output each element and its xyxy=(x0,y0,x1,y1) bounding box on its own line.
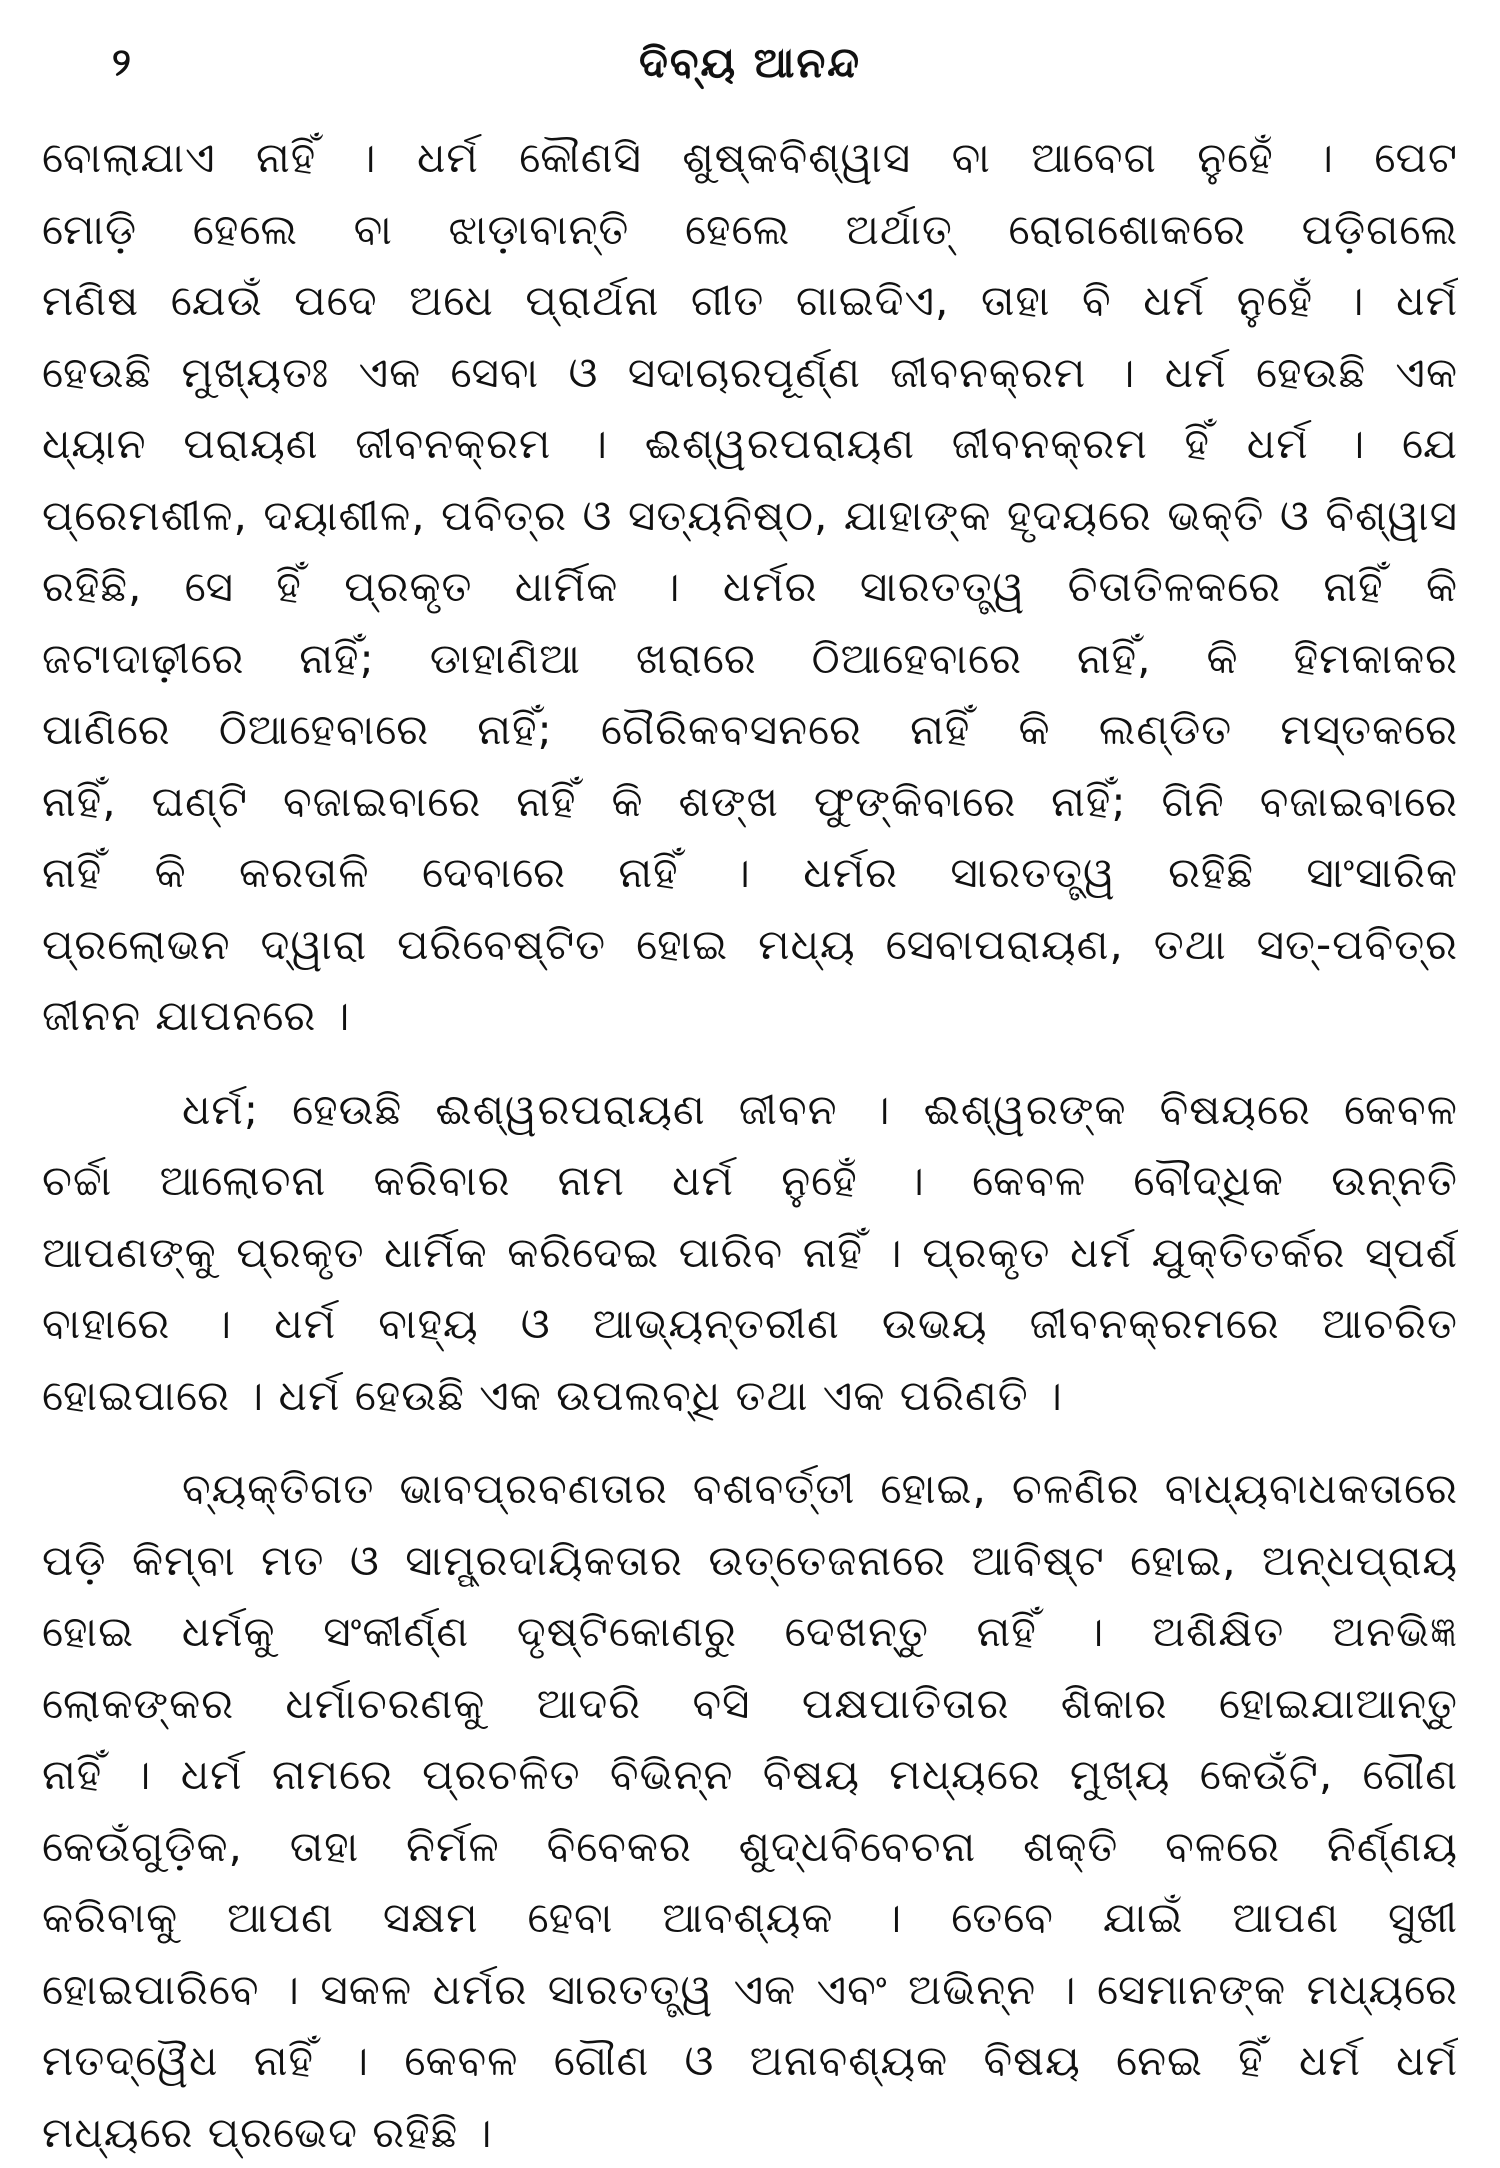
text-line: ରହିଛି, ସେ ହିଁ ପ୍ରକୃତ ଧାର୍ମିକ । ଧର୍ମର ସାରତତ୍ତ୍ୱ ଚିତାତିଳକରେ ନାହିଁ କି xyxy=(42,551,1458,623)
text-line: ହୋଇପାରେ । ଧର୍ମ ହେଉଛି ଏକ ଉପଲବ୍ଧି ତଥା ଏକ ପରିଣତି । xyxy=(42,1360,1458,1432)
paragraph xyxy=(42,1074,1458,1432)
text-line: ହୋଇ ଧର୍ମକୁ ସଂକୀର୍ଣ୍ଣ ଦୃଷ୍ଟିକୋଣରୁ ଦେଖନ୍ତୁ ନାହିଁ । ଅଶିକ୍ଷିତ ଅନଭିଜ୍ଞ xyxy=(42,1596,1458,1668)
text-line: ବୋଲାଯାଏ ନାହିଁ । ଧର୍ମ କୌଣସି ଶୁଷ୍କବିଶ୍ୱାସ ବା ଆବେଗ ନୁହେଁ । ପେଟ xyxy=(42,122,1458,194)
text-line: ମଧ୍ୟରେ ପ୍ରଭେଦ ରହିଛି । xyxy=(42,2097,1458,2168)
text-line: ନାହିଁ । ଧର୍ମ ନାମରେ ପ୍ରଚଳିତ ବିଭିନ୍ନ ବିଷୟ ମଧ୍ୟରେ ମୁଖ୍ୟ କେଉଁଟି, ଗୌଣ xyxy=(42,1739,1458,1811)
text-line: ପଡ଼ି କିମ୍ବା ମତ ଓ ସାମ୍ପ୍ରଦାୟିକତାର ଉତ୍ତେଜନାରେ ଆବିଷ୍ଟ ହୋଇ, ଅନ୍ଧପ୍ରାୟ xyxy=(42,1525,1458,1597)
text-line: ଚର୍ଚ୍ଚା ଆଲୋଚନା କରିବାର ନାମ ଧର୍ମ ନୁହେଁ । କେବଳ ବୌଦ୍ଧିକ ଉନ୍ନତି xyxy=(42,1145,1458,1217)
paragraph xyxy=(42,122,1458,1052)
text-line: କେଉଁଗୁଡ଼ିକ, ତାହା ନିର୍ମଳ ବିବେକର ଶୁଦ୍ଧବିବେଚନା ଶକ୍ତି ବଳରେ ନିର୍ଣ୍ଣୟ xyxy=(42,1811,1458,1883)
page-header xyxy=(42,30,1458,112)
text-line: ଜୀନନ ଯାପନରେ । xyxy=(42,980,1458,1052)
text-line: ବ୍ୟକ୍ତିଗତ ଭାବପ୍ରବଣତାର ବଶବର୍ତ୍ତୀ ହୋଇ, ଚଳଣିର ବାଧ୍ୟବାଧକତାରେ xyxy=(42,1453,1458,1525)
page-number: ୨ xyxy=(112,40,131,85)
text-line: ଆପଣଙ୍କୁ ପ୍ରକୃତ ଧାର୍ମିକ କରିଦେଇ ପାରିବ ନାହିଁ । ପ୍ରକୃତ ଧର୍ମ ଯୁକ୍ତିତର୍କର ସ୍ପର୍ଶ xyxy=(42,1217,1458,1289)
text-line: ହୋଇପାରିବେ । ସକଳ ଧର୍ମର ସାରତତ୍ତ୍ୱ ଏକ ଏବଂ ଅଭିନ୍ନ । ସେମାନଙ୍କ ମଧ୍ୟରେ xyxy=(42,1954,1458,2026)
paragraph xyxy=(42,1453,1458,2168)
text-line: ପ୍ରଲୋଭନ ଦ୍ୱାରା ପରିବେଷ୍ଟିତ ହୋଇ ମଧ୍ୟ ସେବାପରାୟଣ, ତଥା ସତ୍-ପବିତ୍ର xyxy=(42,909,1458,981)
text-line: ମତଦ୍ୱୈଧ ନାହିଁ । କେବଳ ଗୌଣ ଓ ଅନାବଶ୍ୟକ ବିଷୟ ନେଇ ହିଁ ଧର୍ମ ଧର୍ମ xyxy=(42,2025,1458,2097)
text-line: ନାହିଁ, ଘଣ୍ଟି ବଜାଇବାରେ ନାହିଁ କି ଶଙ୍ଖ ଫୁଙ୍କିବାରେ ନାହିଁ; ଗିନି ବଜାଇବାରେ xyxy=(42,766,1458,838)
text-line: ଧର୍ମ; ହେଉଛି ଈଶ୍ୱରପରାୟଣ ଜୀବନ । ଈଶ୍ୱରଙ୍କ ବିଷୟରେ କେବଳ xyxy=(42,1074,1458,1146)
running-title: ଦିବ୍ୟ ଆନନ୍ଦ xyxy=(42,38,1458,88)
text-line: ବାହାରେ । ଧର୍ମ ବାହ୍ୟ ଓ ଆଭ୍ୟନ୍ତରୀଣ ଉଭୟ ଜୀବନକ୍ରମରେ ଆଚରିତ xyxy=(42,1288,1458,1360)
text-line: ଧ୍ୟାନ ପରାୟଣ ଜୀବନକ୍ରମ । ଈଶ୍ୱରପରାୟଣ ଜୀବନକ୍ରମ ହିଁ ଧର୍ମ । ଯେ xyxy=(42,408,1458,480)
text-line: ପାଣିରେ ଠିଆହେବାରେ ନାହିଁ; ଗୈରିକବସନରେ ନାହିଁ କି ଲଣ୍ଡିତ ମସ୍ତକରେ xyxy=(42,694,1458,766)
body-text xyxy=(42,122,1458,2168)
text-line: ଲୋକଙ୍କର ଧର୍ମାଚରଣକୁ ଆଦରି ବସି ପକ୍ଷପାତିତାର ଶିକାର ହୋଇଯାଆନ୍ତୁ xyxy=(42,1668,1458,1740)
text-line: ମୋଡ଼ି ହେଲେ ବା ଝାଡ଼ାବାନ୍ତି ହେଲେ ଅର୍ଥାତ୍ ରୋଗଶୋକରେ ପଡ଼ିଗଲେ xyxy=(42,194,1458,266)
text-line: ହେଉଛି ମୁଖ୍ୟତଃ ଏକ ସେବା ଓ ସଦାଚାରପୂର୍ଣ୍ଣ ଜୀବନକ୍ରମ । ଧର୍ମ ହେଉଛି ଏକ xyxy=(42,337,1458,409)
text-line: ଜଟାଦାଢ଼ୀରେ ନାହିଁ; ଡାହାଣିଆ ଖରାରେ ଠିଆହେବାରେ ନାହିଁ, କି ହିମକାକର xyxy=(42,623,1458,695)
text-line: ନାହିଁ କି କରତାଳି ଦେବାରେ ନାହିଁ । ଧର୍ମର ସାରତତ୍ତ୍ୱ ରହିଛି ସାଂସାରିକ xyxy=(42,837,1458,909)
text-line: କରିବାକୁ ଆପଣ ସକ୍ଷମ ହେବା ଆବଶ୍ୟକ । ତେବେ ଯାଇଁ ଆପଣ ସୁଖୀ xyxy=(42,1882,1458,1954)
text-line: ପ୍ରେମଶୀଳ, ଦୟାଶୀଳ, ପବିତ୍ର ଓ ସତ୍ୟନିଷ୍ଠ, ଯାହାଙ୍କ ହୃଦୟରେ ଭକ୍ତି ଓ ବିଶ୍ୱାସ xyxy=(42,480,1458,552)
text-line: ମଣିଷ ଯେଉଁ ପଦେ ଅଧେ ପ୍ରାର୍ଥନା ଗୀତ ଗାଇଦିଏ, ତାହା ବି ଧର୍ମ ନୁହେଁ । ଧର୍ମ xyxy=(42,265,1458,337)
